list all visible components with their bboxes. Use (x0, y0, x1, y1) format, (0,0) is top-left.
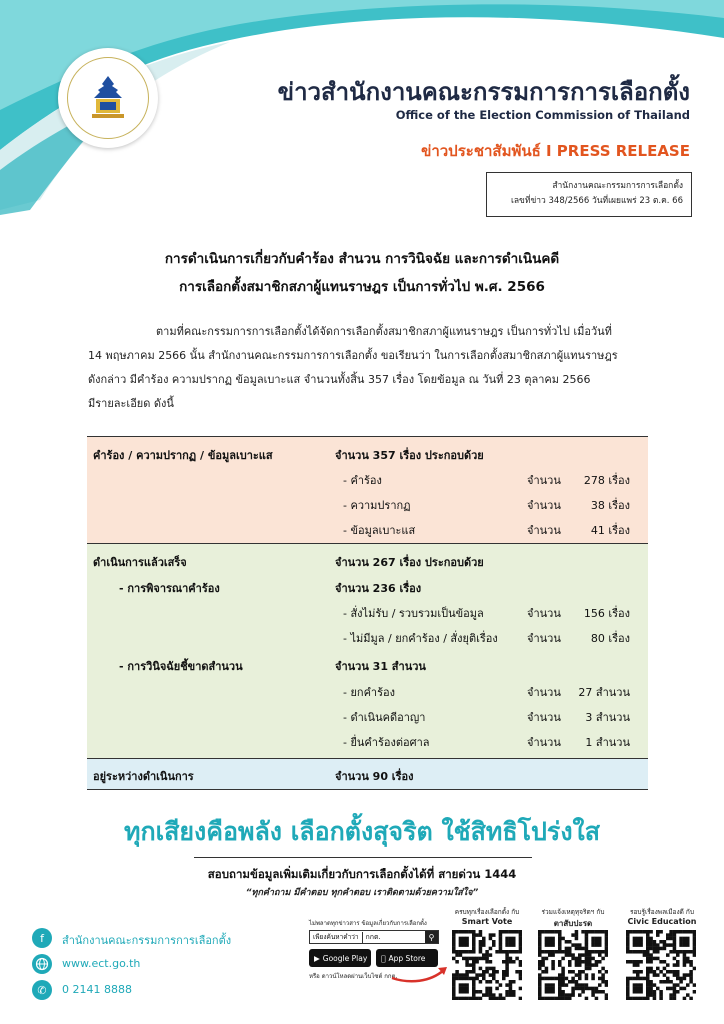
search-value: กกต. (362, 932, 425, 943)
qr-label: ครบทุกเรื่องเลือกตั้ง กับ (454, 908, 520, 916)
qr-name: Smart Vote (461, 917, 513, 926)
google-play-badge[interactable] (309, 949, 371, 967)
campaign-slogan: ทุกเสียงคือพลัง เลือกตั้งสุจริต ใช้สิทธิโปร่งใส (123, 817, 601, 846)
summary-table (87, 436, 648, 790)
divider (194, 857, 532, 858)
row-qty: 27 สำนวน (578, 686, 630, 699)
press-release-label: ข่าวประชาสัมพันธ์ I PRESS RELEASE (421, 142, 690, 160)
section-summary: จำนวน 357 เรื่อง ประกอบด้วย (335, 449, 484, 462)
contact-website[interactable]: www.ect.go.th (62, 957, 141, 970)
row-qty: 1 สำนวน (585, 736, 630, 749)
qr-label: ร่วมแจ้งเหตุทุจริตฯ กับ (541, 908, 605, 916)
document-heading-line2: การเลือกตั้งสมาชิกสภาผู้แทนราษฎร เป็นการทั่วไป พ.ศ. 2566 (179, 279, 545, 295)
row-qty: 156 เรื่อง (583, 607, 630, 620)
reference-box (486, 172, 692, 217)
subsection-summary: จำนวน 236 เรื่อง (335, 582, 422, 595)
globe-icon (32, 954, 52, 974)
qr-name: Civic Education (627, 917, 697, 926)
table-section-completed (87, 544, 648, 759)
document-paragraph (88, 320, 638, 416)
row-item: - ความปรากฏ (343, 499, 411, 512)
section-label: อยู่ระหว่างดำเนินการ (93, 770, 194, 783)
row-qty-label: จำนวน (527, 474, 561, 487)
row-item: - ยกคำร้อง (343, 686, 395, 699)
app-store-label: App Store (384, 953, 421, 963)
search-label: เพียงค้นหาคำว่า (310, 932, 362, 942)
hotline-text: สอบถามข้อมูลเพิ่มเติมเกี่ยวกับการเลือกตั้งได้ที่ สายด่วน 1444 (207, 867, 517, 881)
app-hint: ไม่พลาดทุกข่าวสาร ข้อมูลเกี่ยวกับการเลือกตั้ง (309, 920, 427, 927)
header-title-th: ข่าวสำนักงานคณะกรรมการการเลือกตั้ง (277, 78, 690, 106)
section-label: ดำเนินการแล้วเสร็จ (93, 556, 187, 569)
row-qty: 41 เรื่อง (590, 524, 630, 537)
row-qty: 278 เรื่อง (583, 474, 630, 487)
row-qty-label: จำนวน (527, 632, 561, 645)
row-qty-label: จำนวน (527, 686, 561, 699)
subsection-label: - การวินิจฉัยชี้ขาดสำนวน (119, 660, 243, 673)
contact-facebook[interactable]: สำนักงานคณะกรรมการการเลือกตั้ง (62, 934, 232, 947)
download-note: หรือ ดาวน์โหลดผ่านเว็บไซต์ กกต. (309, 973, 398, 980)
arrow-icon (390, 962, 452, 984)
search-icon: ⚲ (425, 931, 438, 943)
table-section-complaints (87, 437, 648, 544)
row-qty: 38 เรื่อง (590, 499, 630, 512)
reference-org: สำนักงานคณะกรรมการการเลือกตั้ง (552, 181, 683, 191)
row-qty-label: จำนวน (527, 524, 561, 537)
qr-code-ta-sapparot[interactable] (538, 930, 608, 1000)
qr-code-civic-education[interactable] (626, 930, 696, 1000)
row-qty-label: จำนวน (527, 499, 561, 512)
paragraph-line: 14 พฤษภาคม 2566 นั้น สำนักงานคณะกรรมการการเลือกตั้ง ขอเรียนว่า ในการเลือกตั้งสมาชิกสภาผู้แทนราษฎร (88, 349, 618, 362)
row-qty: 80 เรื่อง (590, 632, 630, 645)
google-play-label: Google Play (322, 953, 368, 963)
play-icon: ▶ (314, 953, 320, 963)
qr-name: ตาสับปะรด (553, 919, 593, 928)
hotline-quote: “ทุกคำถาม มีคำตอบ ทุกคำตอบ เราติดตามด้วยความใส่ใจ” (245, 888, 479, 898)
row-item: - ยื่นคำร้องต่อศาล (343, 736, 430, 749)
row-qty-label: จำนวน (527, 736, 561, 749)
header-title-en: Office of the Election Commission of Thailand (395, 108, 690, 122)
row-item: - คำร้อง (343, 474, 382, 487)
facebook-icon: f (32, 928, 52, 948)
row-item: - สั่งไม่รับ / รวบรวมเป็นข้อมูล (343, 607, 484, 620)
row-qty-label: จำนวน (527, 711, 561, 724)
paragraph-line: ตามที่คณะกรรมการการเลือกตั้งได้จัดการเลือกตั้งสมาชิกสภาผู้แทนราษฎร เป็นการทั่วไป เมื่อวันที่ (156, 325, 612, 338)
section-summary: จำนวน 90 เรื่อง (335, 770, 414, 783)
row-qty: 3 สำนวน (585, 711, 630, 724)
ect-logo (58, 48, 158, 148)
contact-phone[interactable]: 0 2141 8888 (62, 983, 132, 996)
paragraph-line: ดังกล่าว มีคำร้อง ความปรากฏ ข้อมูลเบาะแส จำนวนทั้งสิ้น 357 เรื่อง โดยข้อมูล ณ วันที่ 23 ตุลาคม 2566 (88, 373, 591, 386)
ect-emblem-icon (82, 72, 134, 124)
apple-icon (381, 954, 386, 963)
section-summary: จำนวน 267 เรื่อง ประกอบด้วย (335, 556, 484, 569)
paragraph-line: มีรายละเอียด ดังนี้ (88, 397, 174, 410)
section-label: คำร้อง / ความปรากฏ / ข้อมูลเบาะแส (93, 449, 273, 462)
reference-number: เลขที่ข่าว 348/2566 วันที่เผยแพร่ 23 ต.ค. 66 (510, 196, 683, 206)
document-heading-line1: การดำเนินการเกี่ยวกับคำร้อง สำนวน การวินิจฉัย และการดำเนินคดี (164, 251, 560, 267)
app-search-bar (309, 930, 439, 944)
row-item: - ข้อมูลเบาะแส (343, 524, 416, 537)
row-qty-label: จำนวน (527, 607, 561, 620)
subsection-label: - การพิจารณาคำร้อง (119, 582, 220, 595)
row-item: - ดำเนินคดีอาญา (343, 711, 426, 724)
table-section-pending (87, 759, 648, 789)
qr-code-smart-vote[interactable] (452, 930, 522, 1000)
phone-icon: ✆ (32, 980, 52, 1000)
subsection-summary: จำนวน 31 สำนวน (335, 660, 426, 673)
row-item: - ไม่มีมูล / ยกคำร้อง / สั่งยุติเรื่อง (343, 632, 498, 645)
qr-label: รอบรู้เรื่องพลเมืองดี กับ (629, 908, 694, 916)
